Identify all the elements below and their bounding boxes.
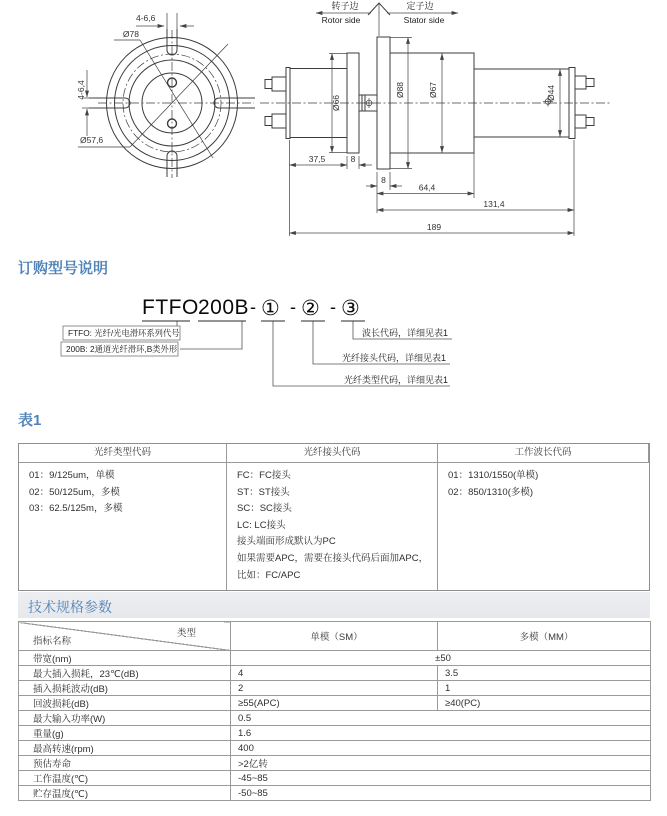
spec-value: -50~85 — [231, 786, 651, 801]
dim-8b-label: 8 — [381, 175, 386, 185]
specs-header-mm: 多模（MM） — [438, 622, 651, 651]
dim-d88-label: Ø88 — [395, 81, 405, 99]
table1-header-fiber-type: 光纤类型代码 — [19, 444, 227, 463]
table1 — [18, 443, 650, 591]
leader-series — [180, 322, 242, 350]
list-item: 如果需要APC，需要在接头代码后面加APC， — [237, 552, 429, 564]
connector-tip — [586, 118, 594, 126]
list-item: 01：9/125um，单模 — [29, 470, 115, 481]
spec-value: ±50 — [231, 651, 651, 666]
ordering-section-title: 订购型号说明 — [18, 260, 109, 277]
table1-header-connector: 光纤接头代码 — [227, 444, 438, 463]
table-row — [19, 681, 651, 696]
callout-connector-label: 光纤接头代码，详细见表1 — [341, 353, 446, 363]
model-dash: - — [290, 297, 296, 317]
spec-row-name: 最大插入损耗，23℃(dB) — [19, 666, 231, 681]
spec-row-name: 最高转速(rpm) — [19, 741, 231, 756]
spec-row-name: 插入损耗波动(dB) — [19, 681, 231, 696]
corner-name-label: 指标名称 — [33, 636, 72, 647]
table-row — [19, 696, 651, 711]
dim-189-label: 189 — [426, 222, 442, 232]
list-item: 比如：FC/APC — [237, 569, 301, 581]
spec-value-sm: ≥55(APC) — [231, 696, 438, 711]
spec-row-name: 最大输入功率(W) — [19, 711, 231, 726]
list-item: 01：1310/1550(单模) — [448, 470, 539, 481]
dim-slots-top-label: 4-6,6 — [136, 13, 156, 23]
technical-drawing — [0, 0, 667, 248]
spec-row-name: 工作温度(℃) — [19, 771, 231, 786]
model-code3: ③ — [341, 297, 361, 320]
dim-d44-label: Ø44 — [546, 84, 556, 102]
model-prefix: FTFO — [142, 296, 199, 319]
spec-value: >2亿转 — [231, 756, 651, 771]
dim-1314-label: 131,4 — [483, 199, 505, 209]
spec-value-mm: 3.5 — [438, 666, 651, 681]
table1-col-fiber-types — [19, 463, 227, 590]
spec-row-name: 带宽(nm) — [19, 651, 231, 666]
connector — [272, 77, 287, 91]
dim-d67-label: Ø67 — [428, 81, 438, 99]
spec-value: -45~85 — [231, 771, 651, 786]
list-item: LC: LC接头 — [237, 519, 286, 531]
spec-row-name: 重量(g) — [19, 726, 231, 741]
spec-value-mm: 1 — [438, 681, 651, 696]
connector — [272, 114, 287, 128]
dim-8a-label: 8 — [350, 154, 356, 164]
table1-header-wavelength: 工作波长代码 — [438, 444, 649, 463]
connector — [575, 115, 586, 128]
table1-col-connectors — [227, 463, 438, 590]
dim-d576-label: Ø57,6 — [80, 135, 104, 145]
table-row — [19, 741, 651, 756]
stator-side-en-label: Stator side — [403, 15, 445, 25]
connector-tip — [265, 117, 272, 126]
callout-series-label: 200B: 2通道光纤滑环,B类外形 — [66, 344, 178, 354]
model-series: 200B — [198, 296, 250, 319]
specs-header-sm: 单模（SM） — [231, 622, 438, 651]
specs-corner-cell — [19, 622, 231, 651]
specs-header-row — [19, 622, 651, 651]
table-row — [19, 786, 651, 801]
spec-value: 400 — [231, 741, 651, 756]
table1-col-wavelengths — [438, 463, 649, 590]
corner-type-label: 类型 — [176, 628, 196, 639]
spec-row-name: 贮存温度(℃) — [19, 786, 231, 801]
spec-row-name: 回波损耗(dB) — [19, 696, 231, 711]
list-item: 02：50/125um，多模 — [29, 486, 120, 498]
specs-title-bar — [18, 592, 650, 618]
connector-tip — [586, 79, 594, 87]
spec-value: 0.5 — [231, 711, 651, 726]
table1-title: 表1 — [18, 412, 42, 429]
callout-wavelength-label: 波长代码，详细见表1 — [361, 328, 448, 338]
dim-d78-label: Ø78 — [122, 29, 139, 39]
connector — [575, 76, 586, 89]
table-row — [19, 711, 651, 726]
table-row — [19, 651, 651, 666]
spec-value-sm: 4 — [231, 666, 438, 681]
list-item: 02：850/1310(多模) — [448, 486, 534, 498]
callout-fiber-type-label: 光纤类型代码，详细见表1 — [343, 375, 448, 385]
spec-row-name: 预估寿命 — [19, 756, 231, 771]
dim-375-label: 37,5 — [308, 154, 326, 164]
dim-slots-left-label: 4-6,4 — [76, 80, 86, 100]
table-row — [19, 756, 651, 771]
front-view — [76, 13, 255, 178]
side-view — [260, 0, 610, 236]
list-item: FC：FC接头 — [237, 470, 291, 481]
stator-side-cn-label: 定子边 — [406, 1, 434, 11]
table-row — [19, 771, 651, 786]
ordering-diagram — [0, 286, 667, 404]
model-code2: ② — [301, 297, 321, 320]
model-code1: ① — [261, 297, 281, 320]
list-item: 接头端面形成默认为PC — [237, 536, 336, 548]
specs-table — [18, 621, 651, 801]
callout-ftfo-label: FTFO: 光纤/光电滑环系列代号 — [68, 328, 180, 338]
spec-value-sm: 2 — [231, 681, 438, 696]
dim-d66-label: Ø66 — [331, 94, 341, 112]
spec-value-mm: ≥40(PC) — [438, 696, 651, 711]
rotor-side-en-label: Rotor side — [321, 15, 361, 25]
table-row — [19, 666, 651, 681]
model-dash: - — [250, 297, 256, 317]
leader-d576 — [130, 44, 228, 147]
rotor-side-cn-label: 转子边 — [331, 1, 359, 11]
list-item: ST：ST接头 — [237, 486, 290, 498]
list-item: SC：SC接头 — [237, 503, 292, 515]
table-row — [19, 726, 651, 741]
dim-644-label: 64,4 — [418, 182, 436, 193]
connector-tip — [265, 80, 272, 89]
spec-value: 1.6 — [231, 726, 651, 741]
list-item: 03：62.5/125m，多模 — [29, 503, 123, 515]
specs-title: 技术规格参数 — [28, 599, 112, 615]
model-dash: - — [330, 297, 336, 317]
